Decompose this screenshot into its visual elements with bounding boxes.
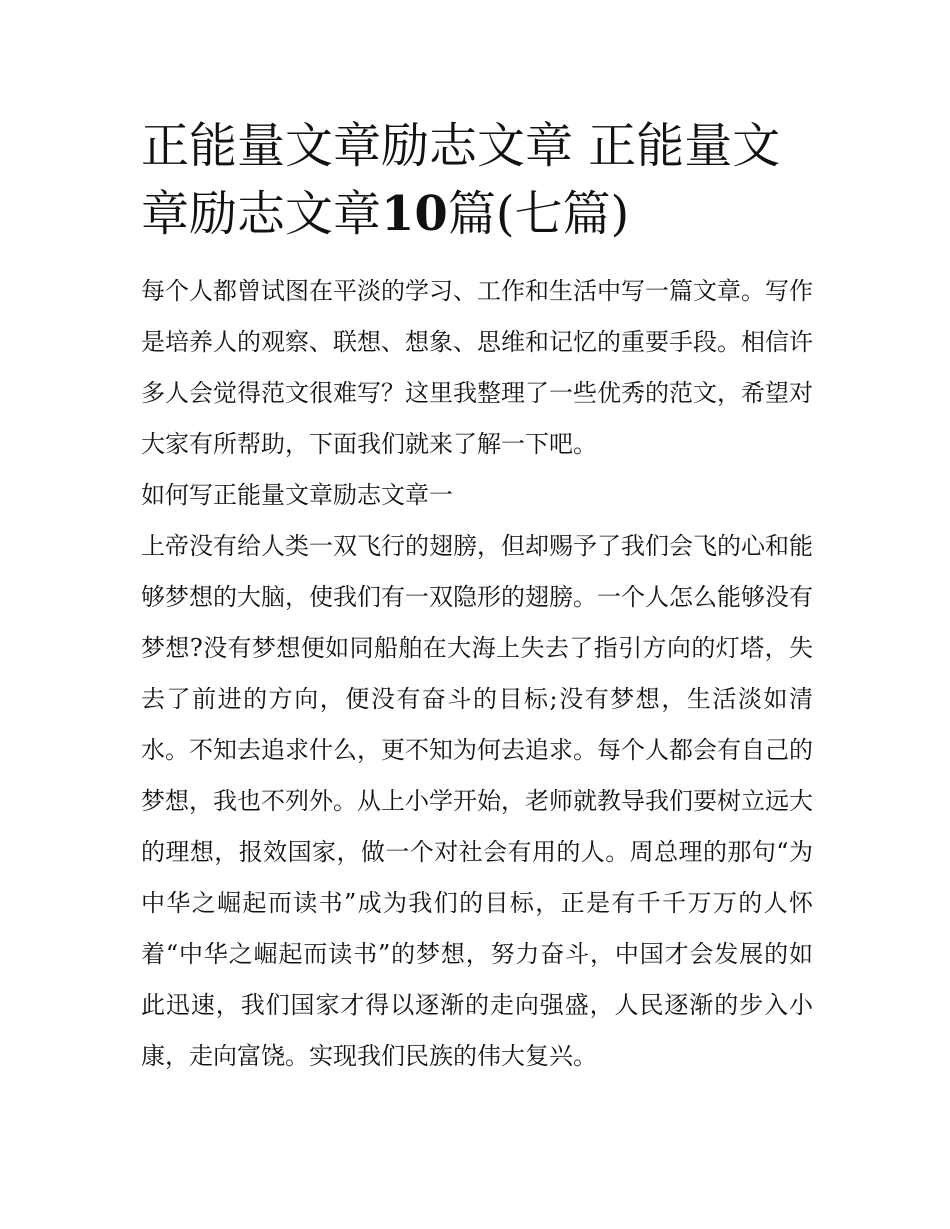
section-heading: 如何写正能量文章励志文章一 — [141, 481, 453, 509]
document-content — [141, 112, 813, 1082]
intro-paragraph: 每个人都曾试图在平淡的学习、工作和生活中写一篇文章。写作是培养人的观察、联想、想象、思维和记忆的重要手段。相信许多人会觉得范文很难写？这里我整理了一些优秀的范文，希望对大家有所帮助，下面我们就来了解一下吧。 — [141, 277, 813, 458]
title-number: 10 — [381, 186, 448, 242]
document-title: 正能量文章励志文章 正能量文章励志文章10篇(七篇) — [141, 118, 781, 242]
body-paragraph: 上帝没有给人类一双飞行的翅膀，但却赐予了我们会飞的心和能够梦想的大脑，使我们有一双隐形的翅膀。一个人怎么能够没有梦想?没有梦想便如同船舶在大海上失去了指引方向的灯塔，失去了前进的方向，便没有奋斗的目标;没有梦想，生活淡如清水。不知去追求什么，更不知为何去追求。每个人都会有自己的梦想，我也不列外。从上小学开始，老师就教导我们要树立远大的理想，报效国家，做一个对社会有用的人。周总理的那句“为中华之崛起而读书”成为我们的目标，正是有千千万万的人怀着“中华之崛起而读书”的梦想，努力奋斗，中国才会发展的如此迅速，我们国家才得以逐渐的走向强盛，人民逐渐的步入小康，走向富饶。实现我们民族的伟大复兴。 — [141, 532, 813, 1070]
